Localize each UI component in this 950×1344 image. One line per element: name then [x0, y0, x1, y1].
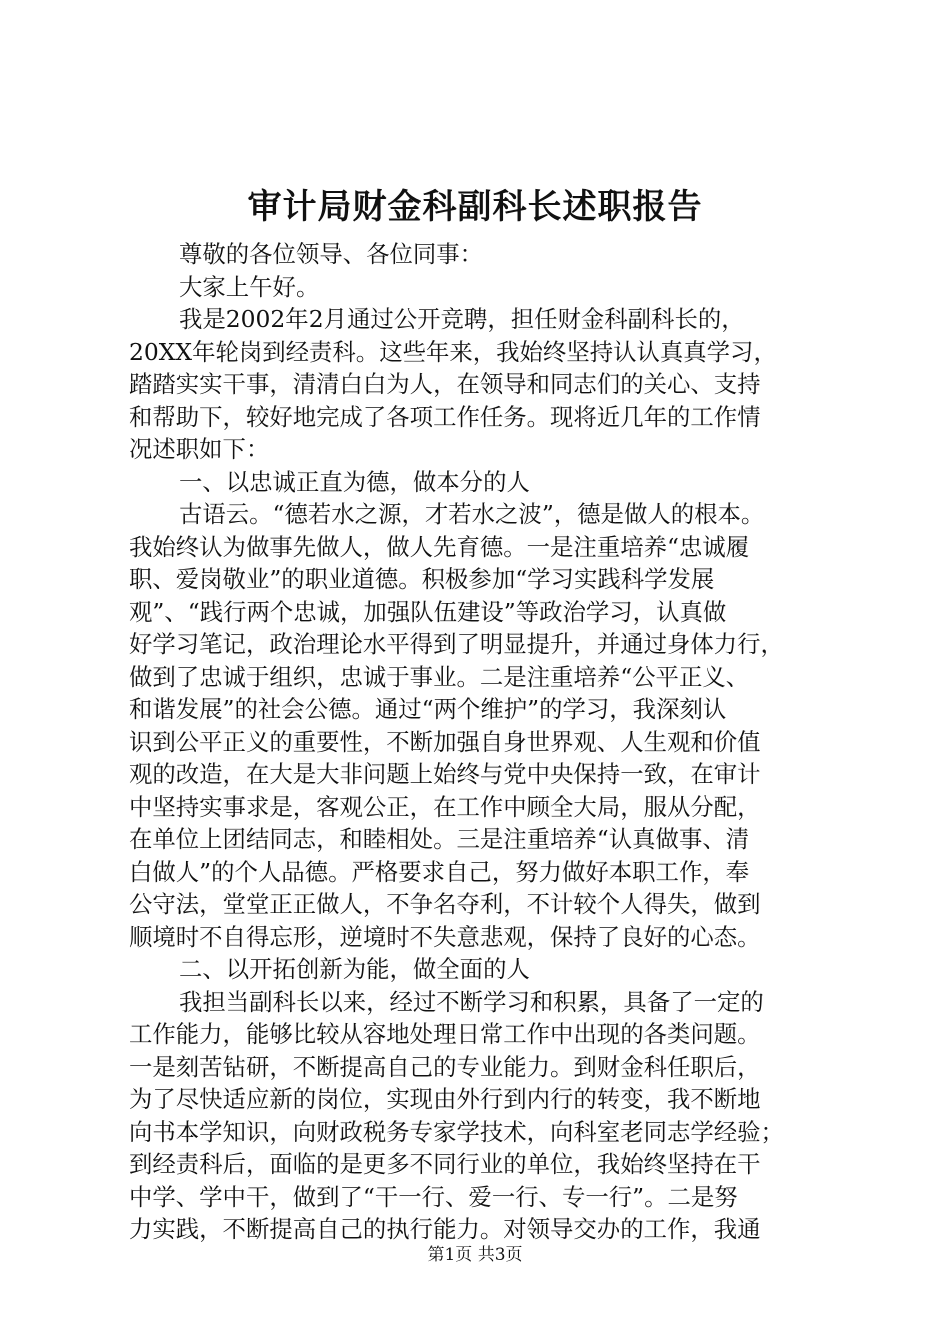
text-line: 好学习笔记，政治理论水平得到了明显提升，并通过身体力行，	[129, 630, 784, 658]
text-line: 和帮助下，较好地完成了各项工作任务。现将近几年的工作情	[129, 402, 761, 431]
text-line: 向书本学知识，向财政税务专家学技术，向科室老同志学经验；	[129, 1117, 784, 1146]
text-line: 古语云。“德若水之源，才若水之波”，德是做人的根本。	[179, 500, 765, 528]
text-line: 二、以开拓创新为能，做全面的人	[179, 955, 530, 983]
text-line: 中学、学中干，做到了“干一行、爱一行、专一行”。二是努	[129, 1182, 738, 1211]
text-line: 到经责科后，面临的是更多不同行业的单位，我始终坚持在干	[129, 1150, 761, 1178]
text-line: 公守法，堂堂正正做人，不争名夺利，不计较个人得失，做到	[129, 890, 761, 918]
text-line: 中坚持实事求是，客观公正，在工作中顾全大局，服从分配，	[129, 792, 761, 821]
text-line: 观”、“践行两个忠诚，加强队伍建设”等政治学习，认真做	[129, 597, 727, 626]
text-line: 在单位上团结同志，和睦相处。三是注重培养“认真做事、清	[129, 825, 750, 853]
document-title: 审计局财金科副科长述职报告	[247, 187, 703, 227]
text-line: 观的改造，在大是大非问题上始终与党中央保持一致，在审计	[129, 760, 761, 788]
text-line: 和谐发展”的社会公德。通过“两个维护”的学习，我深刻认	[129, 695, 727, 723]
page-footer: 第1页 共3页	[427, 1245, 523, 1265]
text-line: 为了尽快适应新的岗位，实现由外行到内行的转变，我不断地	[129, 1085, 761, 1113]
text-line: 20XX年轮岗到经责科。这些年来，我始终坚持认认真真学习，	[129, 337, 777, 366]
text-line: 白做人”的个人品德。严格要求自己，努力做好本职工作，奉	[129, 857, 750, 886]
text-line: 况述职如下：	[129, 435, 270, 463]
text-line: 踏踏实实干事，清清白白为人，在领导和同志们的关心、支持	[129, 370, 761, 398]
text-line: 识到公平正义的重要性，不断加强自身世界观、人生观和价值	[129, 727, 761, 756]
text-line: 我是2002年2月通过公开竞聘，担任财金科副科长的，	[179, 305, 745, 333]
text-line: 做到了忠诚于组织，忠诚于事业。二是注重培养“公平正义、	[129, 662, 750, 691]
text-line: 工作能力，能够比较从容地处理日常工作中出现的各类问题。	[129, 1020, 761, 1048]
text-line: 大家上午好。	[179, 272, 320, 301]
text-line: 力实践，不断提高自己的执行能力。对领导交办的工作，我通	[129, 1215, 761, 1243]
text-line: 尊敬的各位领导、各位同事：	[179, 240, 484, 268]
text-line: 一、以忠诚正直为德，做本分的人	[179, 467, 530, 496]
text-line: 顺境时不自得忘形，逆境时不失意悲观，保持了良好的心态。	[129, 922, 761, 951]
document-body	[129, 238, 829, 1246]
text-line: 一是刻苦钻研，不断提高自己的专业能力。到财金科任职后，	[129, 1052, 761, 1081]
text-line: 我担当副科长以来，经过不断学习和积累，具备了一定的	[179, 987, 764, 1016]
text-line: 职、爱岗敬业”的职业道德。积极参加“学习实践科学发展	[129, 565, 715, 593]
text-line: 我始终认为做事先做人，做人先育德。一是注重培养“忠诚履	[129, 532, 750, 561]
